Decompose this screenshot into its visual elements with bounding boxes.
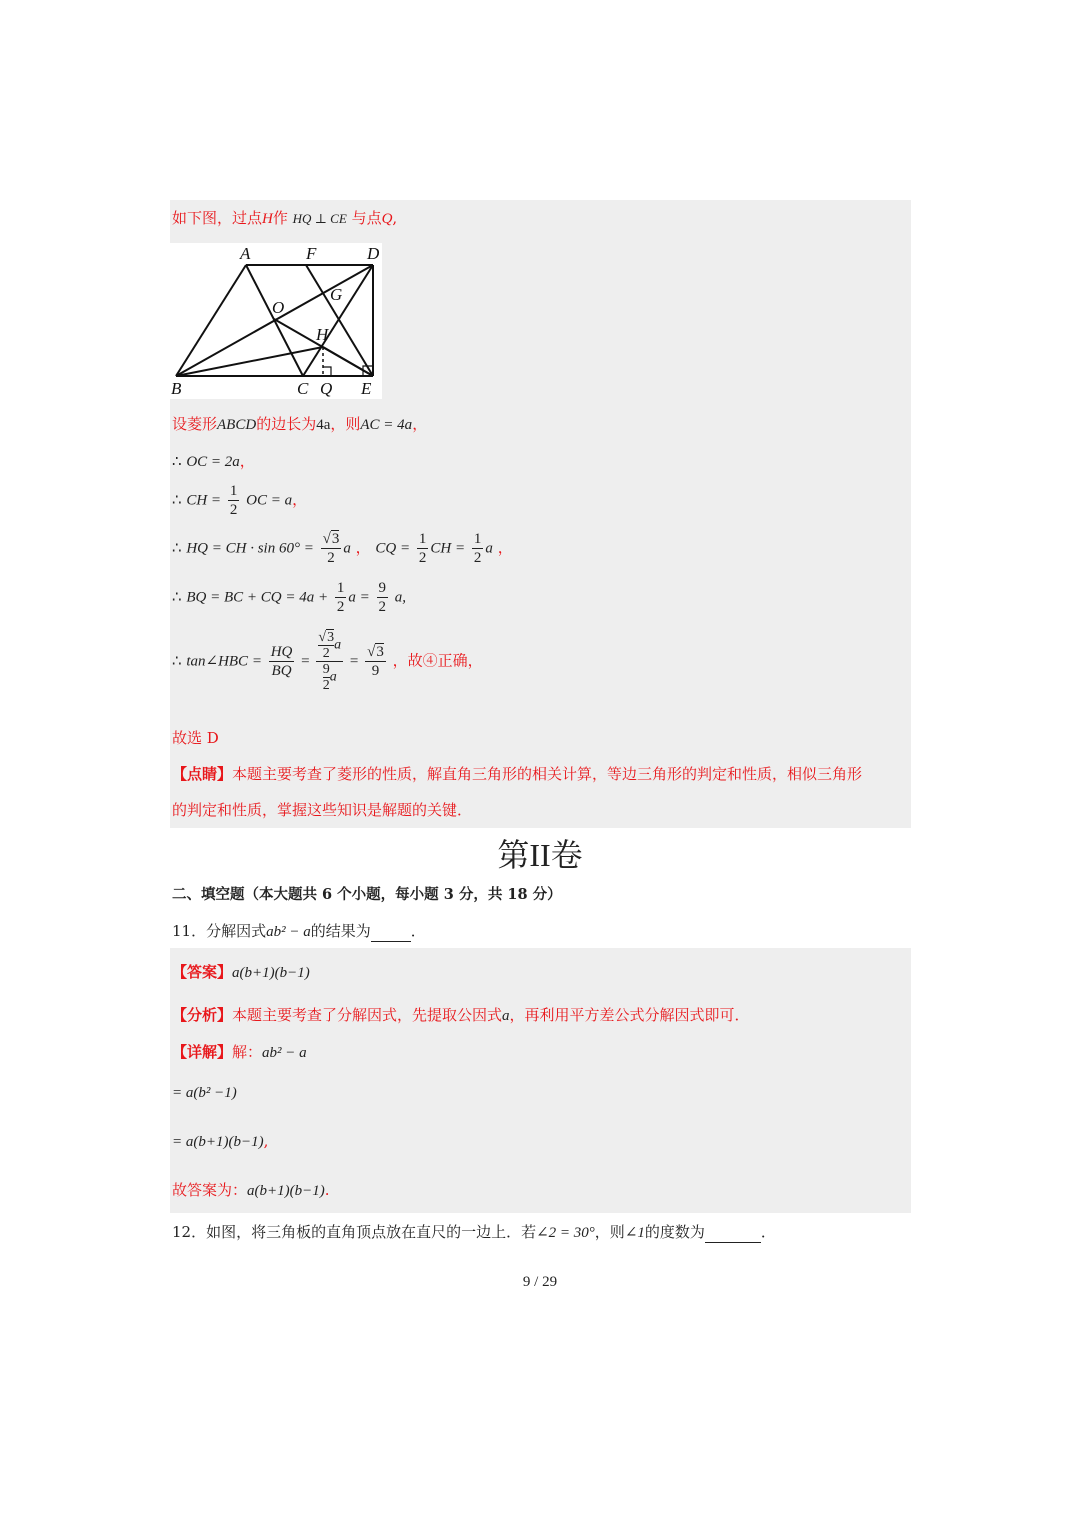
question-11-final: 故答案为：a(b+1)(b−1). bbox=[172, 1181, 330, 1199]
label-G: G bbox=[330, 285, 343, 304]
label-E: E bbox=[361, 379, 372, 398]
label-D: D bbox=[367, 244, 380, 263]
solution-step-3: ∴ CH = $\frac{1}{2}$ OC = a， bbox=[172, 483, 308, 518]
solution-comment-line2: 的判定和性质，掌握这些知识是解题的关键． bbox=[172, 801, 473, 819]
label-H: H bbox=[316, 325, 329, 344]
solution-block-q11 bbox=[170, 948, 911, 1213]
rhombus-figure bbox=[170, 243, 382, 399]
question-11-step-2: = a(b+1)(b−1), bbox=[172, 1132, 269, 1150]
answer-blank[interactable] bbox=[705, 1222, 761, 1243]
question-11-answer: 【答案】a(b+1)(b−1) bbox=[172, 963, 310, 981]
solution-comment-line1: 【点睛】本题主要考查了菱形的性质，解直角三角形的相关计算，等边三角形的判定和性质，相似三角形 bbox=[172, 765, 863, 783]
section-heading: 二、填空题（本大题共 6 个小题，每小题 3 分，共 18 分） bbox=[172, 886, 562, 903]
label-C: C bbox=[297, 379, 309, 398]
solution-step-5: ∴ BQ = BC + CQ = 4a + $\frac{1}{2}$ a = $\frac{9}{2}$ a, bbox=[172, 580, 407, 615]
label-O: O bbox=[272, 298, 285, 317]
question-11-step-1: = a(b² −1) bbox=[172, 1085, 237, 1101]
label-F: F bbox=[306, 244, 317, 263]
question-11-analysis: 【分析】本题主要考查了分解因式，先提取公因式a，再利用平方差公式分解因式即可． bbox=[172, 1006, 750, 1024]
solution-step-4: ∴ HQ = CH · sin 60° = $\frac{√3}{2}$ a ， CQ = $\frac{1}{2}$ CH = $\frac{1}{2}$ a ， bbox=[172, 531, 513, 566]
solution-intro: 如下图，过点H作 HQ ⊥ CE 与点Q, bbox=[172, 209, 398, 227]
label-A: A bbox=[240, 244, 251, 263]
question-11-stem: 11．分解因式ab² − a的结果为 ． bbox=[172, 922, 426, 940]
solution-step-2: ∴ OC = 2a， bbox=[172, 452, 255, 470]
page-number: 9 / 29 bbox=[522, 1274, 558, 1290]
solution-choose: 故选 D bbox=[172, 729, 219, 747]
label-B: B bbox=[171, 379, 182, 398]
solution-step-1: 设菱形ABCD的边长为4a，则AC = 4a， bbox=[172, 415, 428, 433]
answer-blank[interactable] bbox=[371, 921, 411, 942]
question-11-detail: 【详解】解：ab² − a bbox=[172, 1043, 307, 1061]
section-title: 第II卷 bbox=[497, 837, 583, 873]
label-Q: Q bbox=[320, 379, 333, 398]
question-12-stem: 12．如图，将三角板的直角顶点放在直尺的一边上．若∠2 = 30°，则∠1的度数为 ． bbox=[172, 1223, 776, 1241]
solution-step-6: ∴ tan∠HBC = $\frac{HQ}{BQ}$ = $\frac{√3}{2}$ a $\frac{9}{2}$ a = $\frac{√3}{9}$ ，故④正确， bbox=[172, 630, 483, 693]
